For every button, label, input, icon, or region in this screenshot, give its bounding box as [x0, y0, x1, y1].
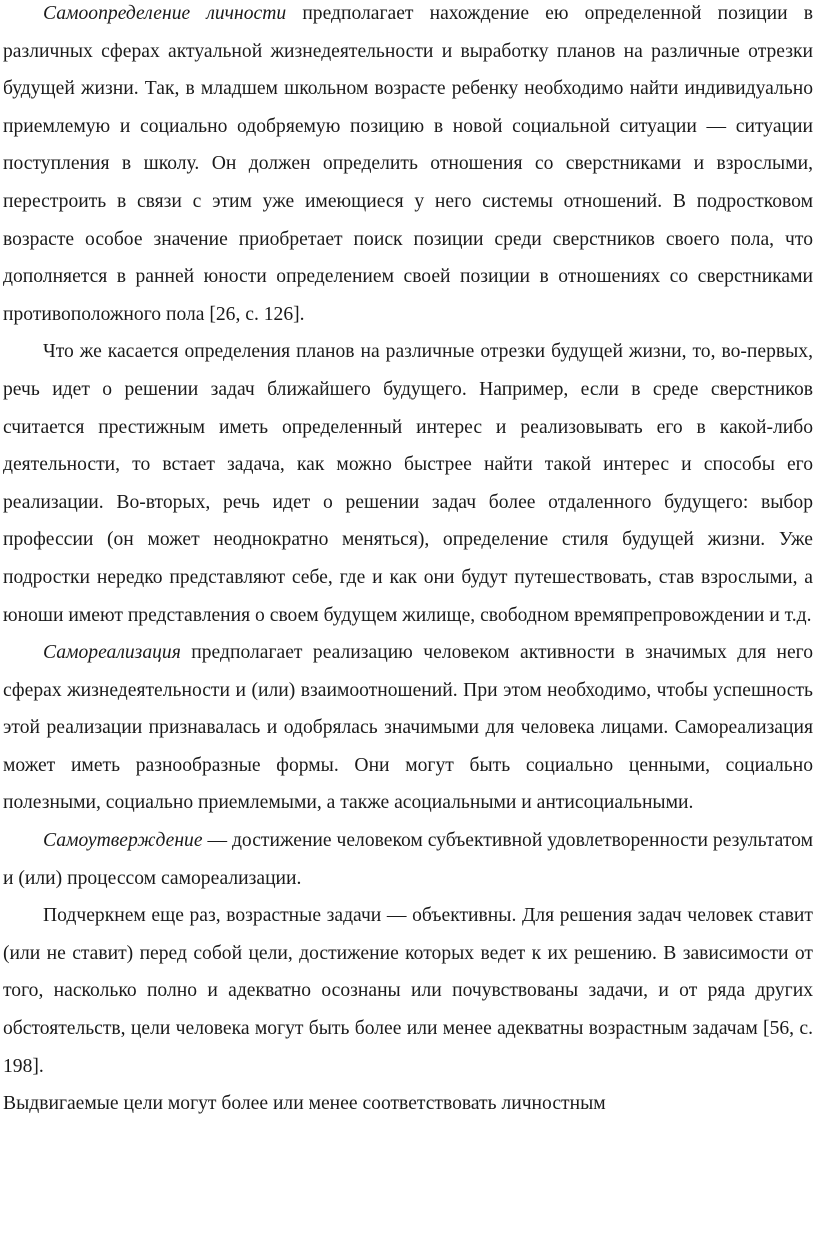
paragraph-self-determination — [3, 0, 813, 333]
paragraph-goals-continued — [3, 1085, 813, 1123]
term-self-realization: Самореализация — [43, 642, 181, 664]
paragraph-text: Что же касается определения планов на различные отрезки будущей жизни, то, во-первых, речь идет о решении задач ближайшего будущего. Например, если в среде сверстников считается престижным иметь определенный интерес и реализовывать его в какой-либо деятельности, то встает задача, как можно быстрее найти такой интерес и способы его реализации. Во-вторых, речь идет о решении задач более отдаленного будущего: выбор профессии (он может неоднократно меняться), определение стиля будущей жизни. Уже подростки нередко представляют себе, где и как они будут путешествовать, став взрослыми, а юноши имеют представления о своем будущем жилище, свободном времяпрепровождении и т.д. — [3, 341, 813, 626]
paragraph-future-plans — [3, 333, 813, 634]
paragraph-text: Выдвигаемые цели могут более или менее соответствовать личностным — [3, 1093, 606, 1115]
paragraph-self-realization — [3, 634, 813, 822]
paragraph-age-tasks — [3, 897, 813, 1085]
paragraph-text: — достижение человеком субъективной удовлетворенности результатом и (или) процессом самореализации. — [3, 830, 813, 889]
term-self-affirmation: Самоутверждение — [43, 830, 203, 852]
paragraph-self-affirmation — [3, 822, 813, 897]
term-self-determination: Самоопределение личности — [43, 3, 287, 24]
paragraph-text: Подчеркнем еще раз, возрастные задачи — объективны. Для решения задач человек ставит (или не ставит) перед собой цели, достижение которых ведет к их решению. В зависимости от того, насколько полно и адекватно осознаны или почувствованы задачи, и от ряда других обстоятельств, цели человека могут быть более или менее адекватны возрастным задачам [56, с. 198]. — [3, 905, 813, 1077]
paragraph-text: предполагает нахождение ею определенной позиции в различных сферах актуальной жизнедеятельности и выработку планов на различные отрезки будущей жизни. Так, в младшем школьном возрасте ребенку необходимо найти индивидуально приемлемую и социально одобряемую позицию в новой социальной ситуации — ситуации поступления в школу. Он должен определить отношения со сверстниками и взрослыми, перестроить в связи с этим уже имеющиеся у него системы отношений. В подростковом возрасте особое значение приобретает поиск позиции среди сверстников своего пола, что дополняется в ранней юности определением своей позиции в отношениях со сверстниками противоположного пола [26, с. 126]. — [3, 3, 814, 325]
paragraph-text: предполагает реализацию человеком активности в значимых для него сферах жизнедеятельности и (или) взаимоотношений. При этом необходимо, чтобы успешность этой реализации признавалась и одобрялась значимыми для человека лицами. Самореализация может иметь разнообразные формы. Они могут быть социально ценными, социально полезными, социально приемлемыми, а также асоциальными и антисоциальными. — [3, 642, 813, 814]
